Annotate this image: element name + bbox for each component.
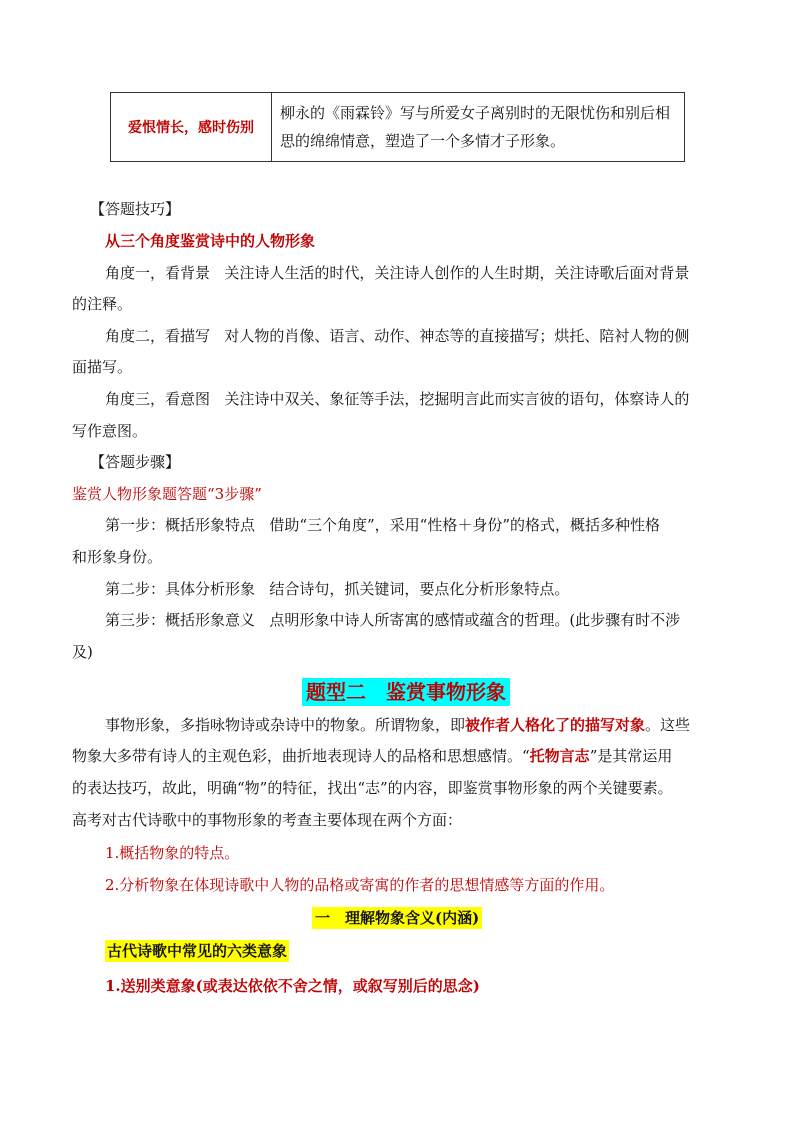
- table-content-cell: 柳永的《雨霖铃》写与所爱女子离别时的无限忧伤和别后相思的绵绵情意，塑造了一个多情才子形象。: [272, 93, 685, 162]
- angle1-line1: [105, 262, 689, 284]
- tips-heading: 【答题技巧】: [90, 200, 181, 218]
- step1-label: 第一步：概括形象特点: [105, 516, 256, 534]
- tips-subtitle: 从三个角度鉴赏诗中的人物形象: [105, 232, 316, 250]
- step3-label: 第三步：概括形象意义: [105, 611, 256, 629]
- angle3-text: 关注诗中双关、象征等手法，挖掘明言此而实言彼的语句，体察诗人的: [224, 390, 690, 408]
- angle1-text: 关注诗人生活的时代，关注诗人创作的人生时期，关注诗歌后面对背景: [224, 264, 690, 282]
- step3-line2: 及): [72, 643, 93, 661]
- section-title: 题型二 鉴赏事物形象: [302, 678, 510, 706]
- step2-label: 第二步：具体分析形象: [105, 580, 256, 598]
- subsection-subheading: 古代诗歌中常见的六类意象: [107, 942, 288, 960]
- section-para-line3: 的表达技巧，故此，明确“物”的特征，找出“志”的内容，即鉴赏事物形象的两个关键要素。: [72, 779, 673, 797]
- angle1-label: 角度一，看背景: [105, 264, 211, 282]
- step2-line1: [105, 578, 569, 600]
- angle3-line1: [105, 388, 689, 410]
- list-item-3: 1.送别类意象(或表达依依不舍之情，或叙写别后的思念): [105, 977, 480, 995]
- angle2-line1: [105, 325, 689, 347]
- angle3-line2: 写作意图。: [72, 422, 148, 440]
- list-item-2: 2.分析物象在体现诗歌中人物的品格或寄寓的作者的思想情感等方面的作用。: [105, 876, 615, 894]
- para-text: 物象大多带有诗人的主观色彩，曲折地表现诗人的品格和思想感情。“: [72, 747, 530, 765]
- steps-subtitle: 鉴赏人物形象题答题“3步骤”: [72, 485, 262, 503]
- para-text: 事物形象，多指咏物诗或杂诗中的物象。所谓物象，即: [105, 716, 466, 734]
- step1-line2: 和形象身份。: [72, 548, 163, 566]
- section-para-line4: 高考对古代诗歌中的事物形象的考查主要体现在两个方面：: [72, 811, 463, 829]
- step1-text: 借助“三个角度”，采用“性格＋身份”的格式，概括多种性格: [269, 516, 661, 534]
- section-para-line2: [72, 745, 672, 767]
- para-text: ”是其常运用: [589, 747, 673, 765]
- angle3-label: 角度三，看意图: [105, 390, 211, 408]
- table-row: [111, 93, 685, 162]
- angle1-line2: 的注释。: [72, 295, 133, 313]
- step2-text: 结合诗句，抓关键词，要点化分析形象特点。: [269, 580, 570, 598]
- summary-table: [110, 92, 685, 162]
- section-para-line1: [105, 714, 690, 736]
- para-emphasis: 托物言志: [529, 747, 590, 765]
- step3-line1: [105, 609, 680, 631]
- angle2-label: 角度二，看描写: [105, 327, 211, 345]
- para-text: 。这些: [645, 716, 691, 734]
- table-label-cell: 爱恨情长，感时伤别: [111, 93, 272, 162]
- step3-text: 点明形象中诗人所寄寓的感情或蕴含的哲理。(此步骤有时不涉: [269, 611, 681, 629]
- step1-line1: [105, 514, 660, 536]
- angle2-line2: 面描写。: [72, 358, 133, 376]
- angle2-text: 对人物的肖像、语言、动作、神态等的直接描写；烘托、陪衬人物的侧: [224, 327, 690, 345]
- steps-heading: 【答题步骤】: [90, 453, 181, 471]
- subsection-heading: 一 理解物象含义(内涵): [312, 907, 482, 929]
- list-item-1: 1.概括物象的特点。: [105, 844, 240, 862]
- para-emphasis: 被作者人格化了的描写对象: [465, 716, 646, 734]
